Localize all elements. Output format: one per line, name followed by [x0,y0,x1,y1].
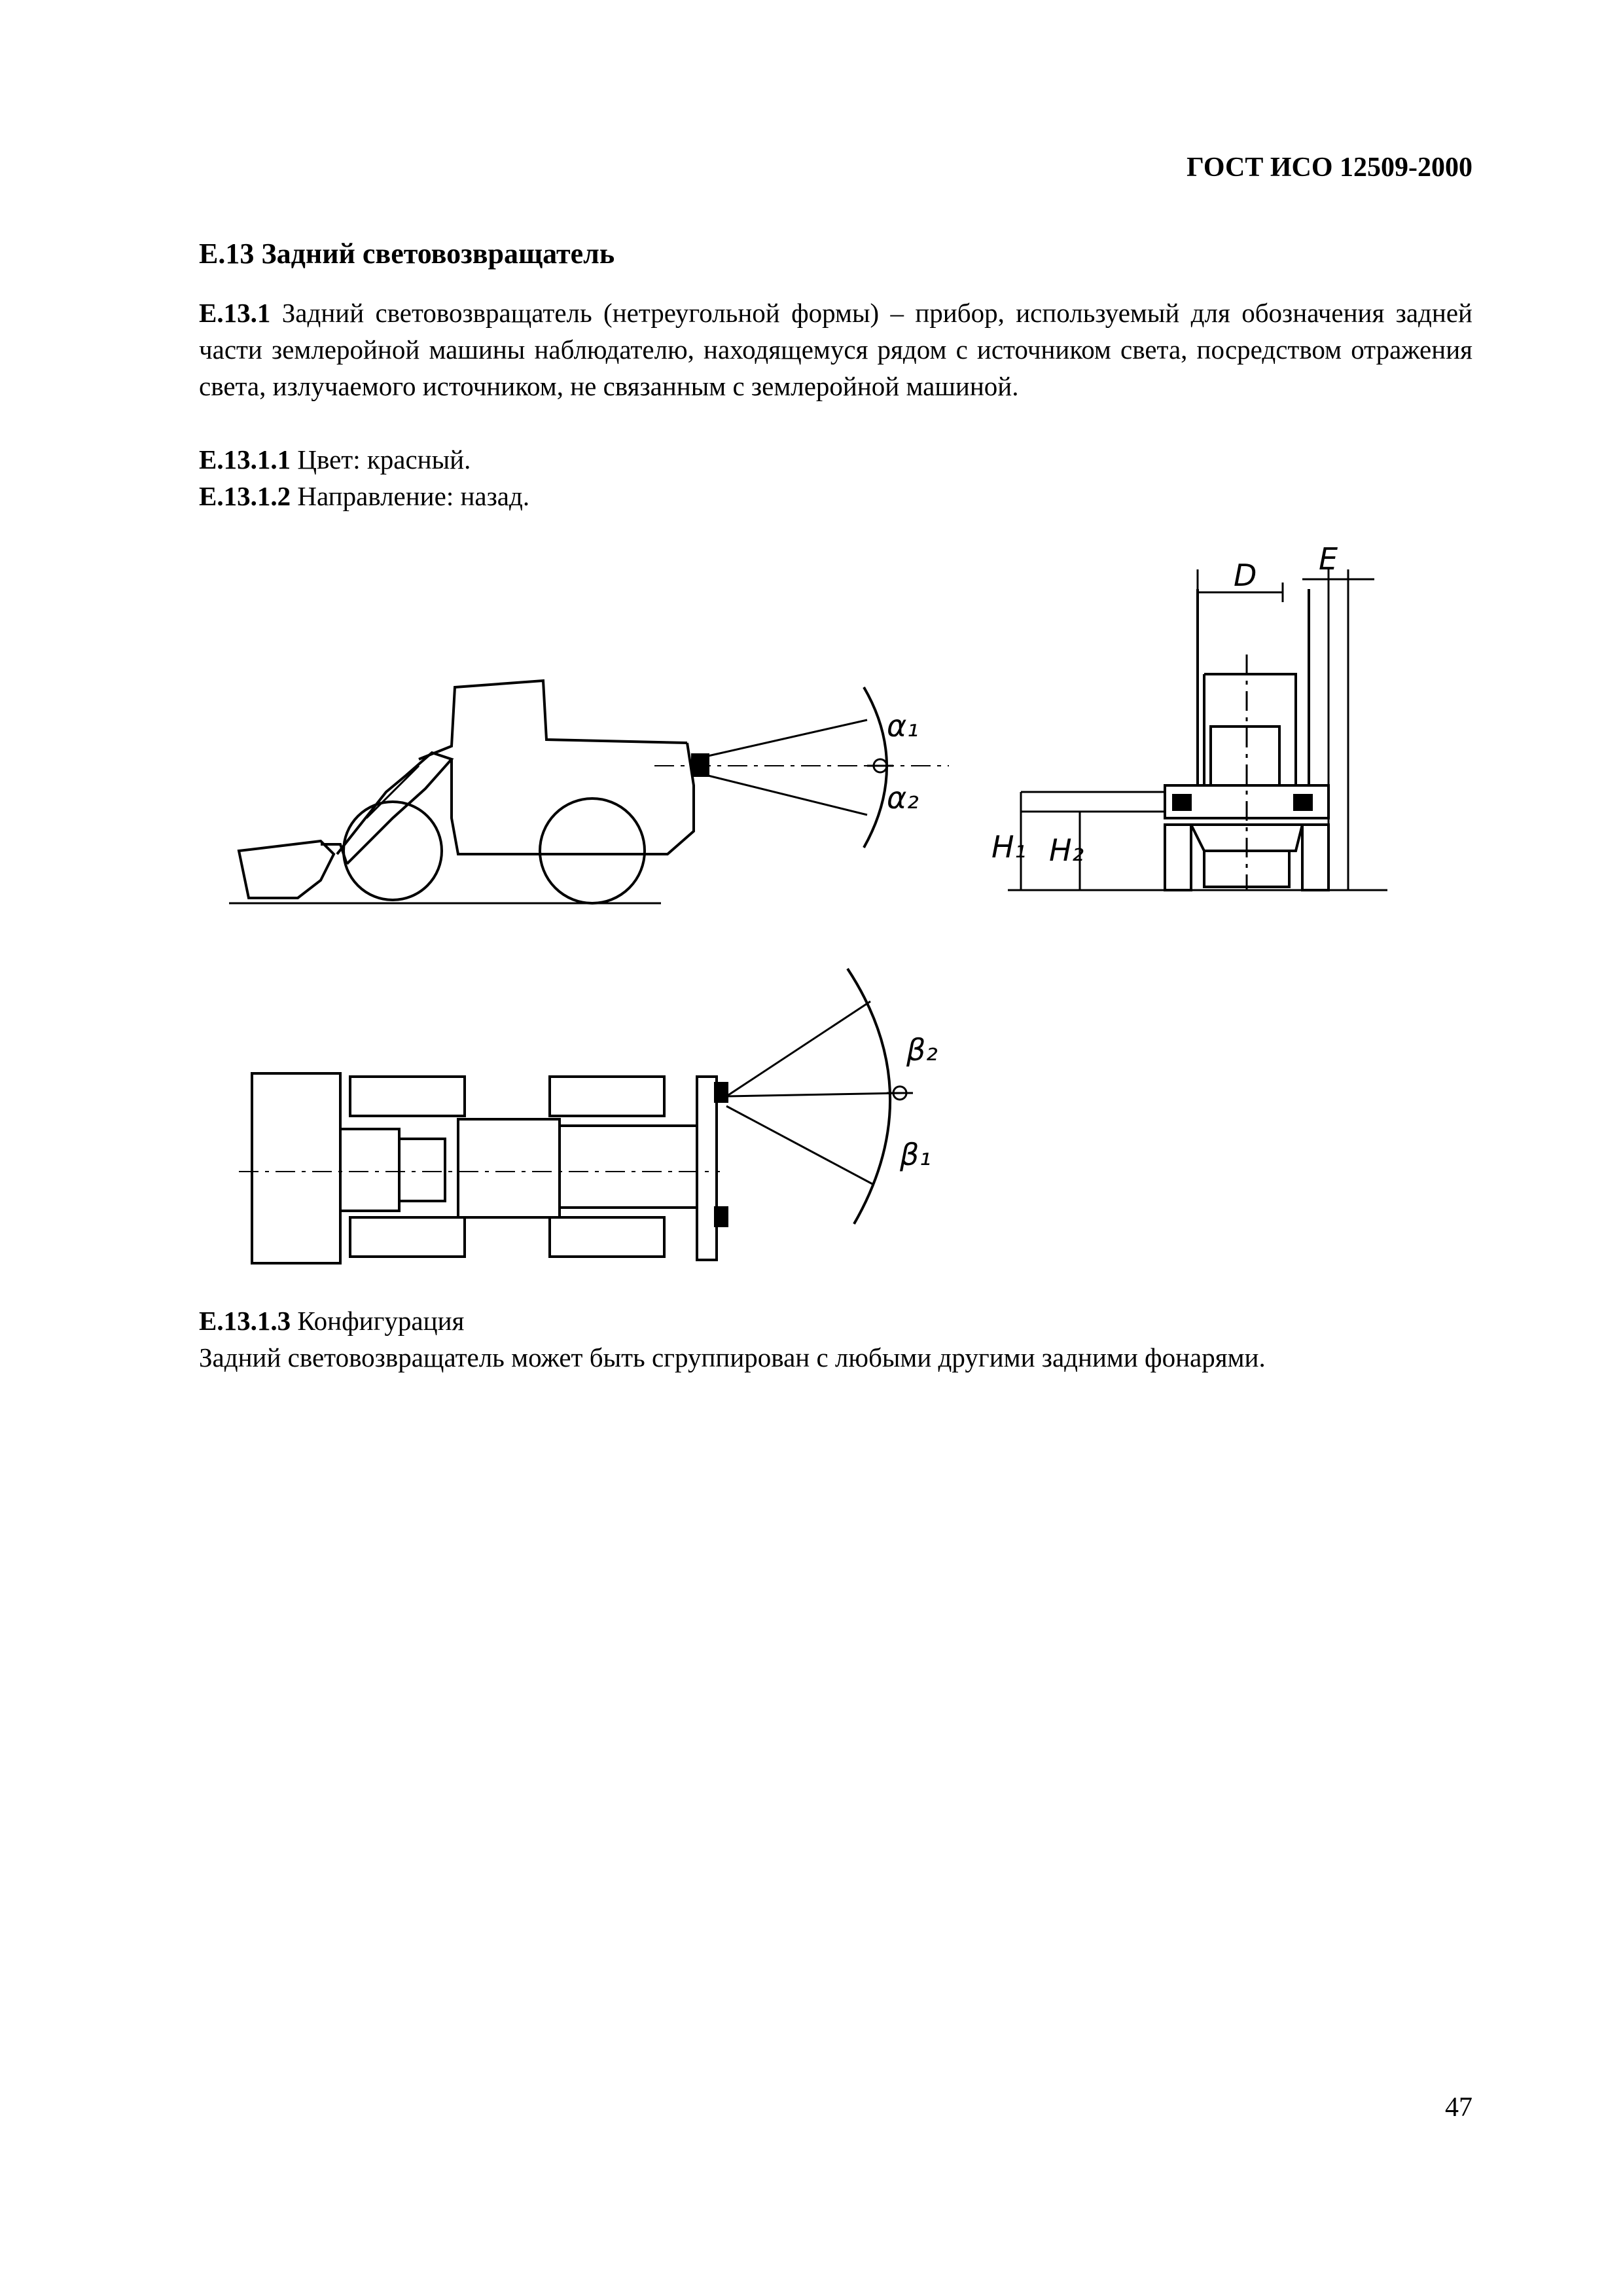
label-H1: H₁ [991,829,1027,865]
document-code: ГОСТ ИСО 12509-2000 [1186,152,1472,183]
clause-number: Е.13.1.1 [199,444,291,475]
loader-top-view [239,969,913,1263]
section-title-text: Задний световозвращатель [261,238,615,270]
clause-number: Е.13.1 [199,298,271,328]
page-number: 47 [1445,2092,1472,2123]
label-alpha2: α₂ [887,780,919,816]
loader-side-view [229,681,949,903]
clause-e13-1-1 [199,441,471,478]
label-beta1: β₁ [900,1137,931,1172]
clause-e13-1-3 [199,1302,464,1339]
clause-e13-1 [199,295,1472,404]
clause-title: Конфигурация [297,1306,465,1336]
label-H2: H₂ [1049,833,1084,868]
section-number: Е.13 [199,238,255,270]
section-heading [199,237,615,270]
label-beta2: β₂ [906,1032,938,1067]
clause-text: Цвет: красный. [297,444,471,475]
clause-text: Задний световозвращатель (нетреугольной формы) – прибор, используемый для обозначения задней части землеройной машины наблюдателю, находящемуся рядом с источником света, посредством отражения света, излучаемого источником, не связанным с землеройной машиной. [199,298,1472,401]
label-D: D [1234,558,1257,593]
clause-e13-1-2 [199,478,529,514]
clause-text: Направление: назад. [297,481,530,511]
clause-number: Е.13.1.2 [199,481,291,511]
clause-number: Е.13.1.3 [199,1306,291,1336]
loader-rear-view [1008,569,1387,890]
label-alpha1: α₁ [887,708,919,744]
clause-e13-1-3-text: Задний световозвращатель может быть сгруппирован с любыми другими задними фонарями. [199,1342,1266,1372]
label-E: E [1319,541,1338,577]
